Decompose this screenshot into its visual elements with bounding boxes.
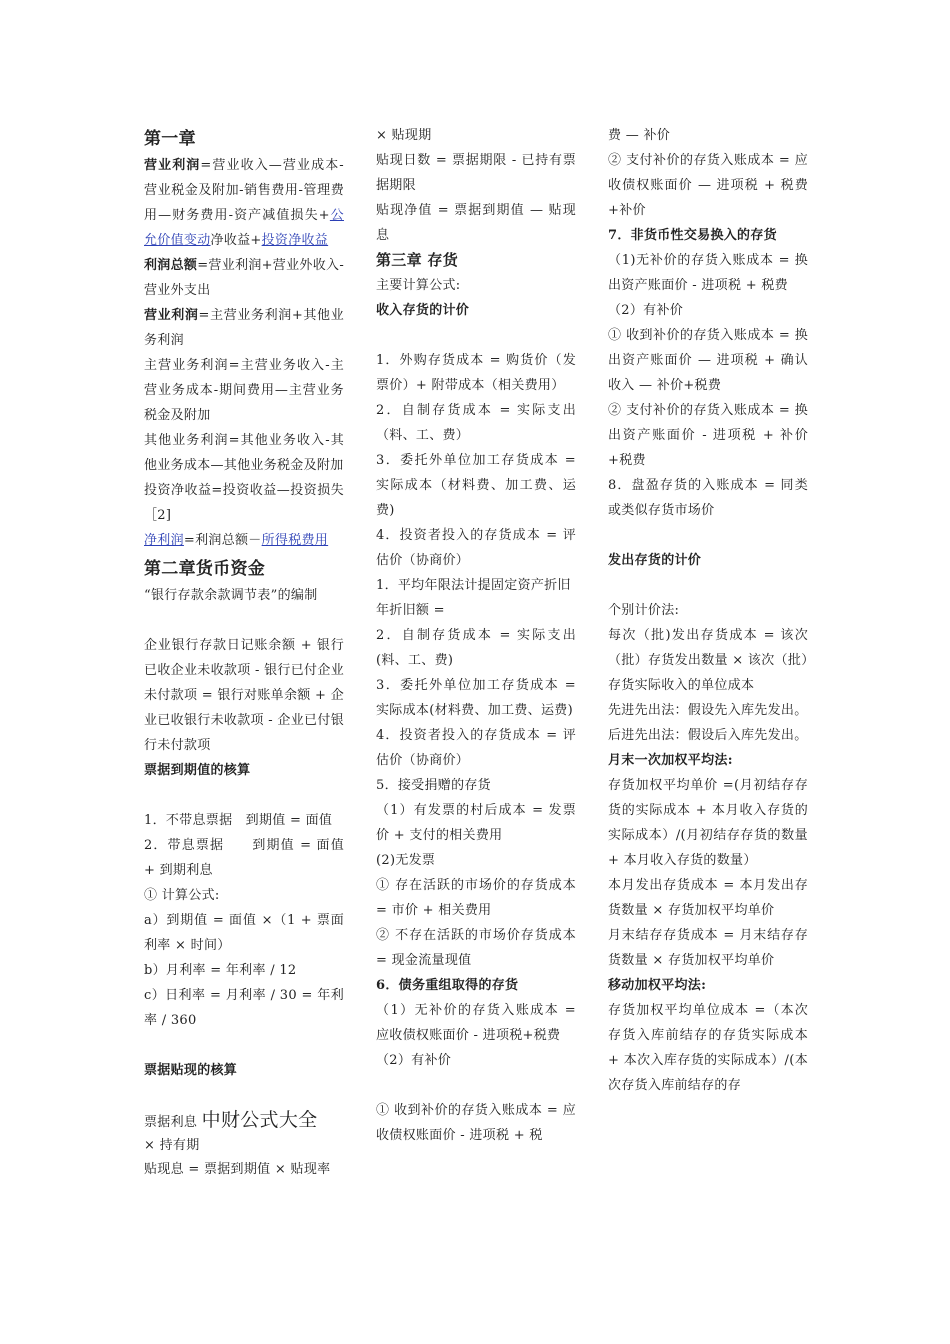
formula-text: =利润总额－ [183, 533, 262, 548]
column-2 [376, 123, 576, 1148]
non-monetary-heading: 7．非货币性交易换入的存货 [608, 228, 777, 243]
spacer [376, 1073, 576, 1098]
discount-heading: 票据贴现的核算 [144, 1063, 238, 1078]
issue-inventory-heading: 发出存货的计价 [608, 553, 702, 568]
reconciliation-title: “银行存款余款调节表”的编制 [144, 588, 318, 603]
outsourced-inventory-formula-2: 3．委托外单位加工存货成本 = 实际成本(材料费、加工费、运费) [376, 678, 576, 718]
annual-depreciation: 年折旧额 = [376, 603, 445, 618]
fee-minus-boot: 费 — 补价 [608, 128, 671, 143]
discount-days-formula: 贴现日数 = 票据期限 - 已持有票据期限 [376, 153, 576, 193]
monthly-issue-cost-formula: 本月发出存货成本 = 本月发出存货数量 × 存货加权平均单价 [608, 878, 808, 918]
column-3 [608, 123, 808, 1098]
chapter-2-heading: 第二章货币资金 [144, 559, 266, 579]
discount-net-formula: 贴现净值 = 票据到期值 — 贴现息 [376, 203, 576, 243]
formula-text: =主营业务利润+其他业务利润 [144, 308, 344, 348]
straight-line-depreciation: 1．平均年限法计提固定资产折旧 [376, 578, 571, 593]
debt-restructuring-heading: 6．债务重组取得的存货 [376, 978, 519, 993]
debt-pay-boot-formula: ② 支付补价的存货入账成本 = 应收债权账面价 — 进项税 + 税费+补价 [608, 153, 808, 218]
investor-inventory-formula: 4．投资者投入的存货成本 = 评估价（协商价） [376, 528, 576, 568]
investor-inventory-formula-2: 4．投资者投入的存货成本 = 评估价（协商价） [376, 728, 576, 768]
column-1 [144, 123, 344, 1182]
debt-receive-boot-formula: ① 收到补价的存货入账成本 = 应收债权账面价 - 进项税 + 税 [376, 1103, 576, 1143]
outsourced-inventory-formula: 3．委托外单位加工存货成本 = 实际成本（材料费、加工费、运费) [376, 453, 576, 518]
term-operating-profit: 营业利润 [144, 158, 201, 173]
investment-net-income-formula: 投资净收益=投资收益—投资损失［2] [144, 483, 344, 523]
operating-profit-formula-2 [144, 303, 344, 353]
spacer [144, 1083, 344, 1108]
donated-inventory: 5．接受捐赠的存货 [376, 778, 491, 793]
spacer [144, 1033, 344, 1058]
calc-formula-label: ① 计算公式: [144, 888, 220, 903]
self-made-inventory-formula-2: 2．自制存货成本 = 实际支出(料、工、费) [376, 628, 576, 668]
specific-identification-formula: 每次（批)发出存货成本 = 该次（批）存货发出数量 × 该次（批）存货实际收入的单位成本 [608, 628, 808, 693]
nonmon-with-boot: （2）有补价 [608, 303, 684, 318]
due-value-heading: 票据到期值的核算 [144, 763, 251, 778]
nonmon-pay-boot-formula: ② 支付补价的存货入账成本 = 换出资产账面价 - 进项税 + 补价+税费 [608, 403, 808, 468]
net-profit-formula [144, 528, 344, 553]
net-profit-link[interactable]: 净利润 [144, 533, 184, 548]
fair-value-change-link[interactable]: 公允价值变动 [144, 208, 344, 248]
monthly-rate-formula: b）月利率 = 年利率 / 12 [144, 963, 297, 978]
debt-with-boot: （2）有补价 [376, 1053, 452, 1068]
total-profit-formula [144, 253, 344, 303]
spacer [608, 573, 808, 598]
debt-no-boot-formula: （1）无补价的存货入账成本 = 应收债权账面价 - 进项税+税费 [376, 1003, 576, 1043]
income-tax-expense-link[interactable]: 所得税费用 [261, 533, 329, 548]
due-value-formula: a）到期值 = 面值 ×（1 + 票面利率 × 时间） [144, 913, 344, 953]
other-business-profit-formula: 其他业务利润=其他业务收入-其他业务成本—其他业务税金及附加 [144, 433, 344, 473]
moving-weighted-formula: 存货加权平均单位成本 =（本次存货入库前结存的存货实际成本 + 本次入库存货的实际成本）/(本次存货入库前结存的存 [608, 1003, 808, 1093]
purchased-inventory-formula: 1．外购存货成本 = 购货价（发票价）+ 附带成本（相关费用） [376, 353, 576, 393]
spacer [608, 523, 808, 548]
fifo-method: 先进先出法：假设先入库先发出。 [608, 703, 808, 718]
term-total-profit: 利润总额 [144, 258, 198, 273]
income-inventory-heading: 收入存货的计价 [376, 303, 470, 318]
holding-period-line: × 持有期 [144, 1138, 200, 1153]
daily-rate-formula: c）日利率 = 月利率 / 30 = 年利率 / 360 [144, 988, 344, 1028]
lifo-method: 后进先出法：假设后入库先发出。 [608, 728, 808, 743]
interest-note: 2．带息票据 到期值 = 面值 + 到期利息 [144, 838, 344, 878]
chapter-1-heading: 第一章 [144, 129, 196, 149]
inventory-surplus-formula: 8．盘盈存货的入账成本 = 同类或类似存货市场价 [608, 478, 808, 518]
spacer [144, 783, 344, 808]
investment-net-income-link[interactable]: 投资净收益 [261, 233, 329, 248]
main-formulas-label: 主要计算公式: [376, 278, 461, 293]
nonmon-receive-boot-formula: ① 收到补价的存货入账成本 = 换出资产账面价 — 进项税 + 确认收入 — 补价+税费 [608, 328, 808, 393]
with-invoice-formula: （1）有发票的村后成本 = 发票价 + 支付的相关费用 [376, 803, 576, 843]
operating-profit-formula [144, 153, 344, 253]
specific-identification-label: 个别计价法: [608, 603, 680, 618]
chapter-3-heading: 第三章 存货 [376, 251, 459, 269]
self-made-inventory-formula: 2．自制存货成本 = 实际支出（料、工、费） [376, 403, 576, 443]
watermark-title: 中财公式大全 [201, 1109, 318, 1131]
month-end-cost-formula: 月末结存存货成本 = 月末结存存货数量 × 存货加权平均单价 [608, 928, 808, 968]
monthly-weighted-heading: 月末一次加权平均法: [608, 753, 733, 768]
note-interest-line [144, 1108, 344, 1135]
main-business-profit-formula: 主营业务利润=主营业务收入-主营业务成本-期间费用—主营业务税金及附加 [144, 358, 344, 423]
discount-period-line: × 贴现期 [376, 128, 432, 143]
moving-weighted-heading: 移动加权平均法: [608, 978, 707, 993]
formula-text: 净收益+ [210, 233, 262, 248]
active-market-formula: ① 存在活跃的市场价的存货成本 = 市价 + 相关费用 [376, 878, 576, 918]
discount-interest-formula: 贴现息 = 票据到期值 × 贴现率 [144, 1162, 331, 1177]
without-invoice: (2)无发票 [376, 853, 436, 868]
term-operating-profit: 营业利润 [144, 308, 199, 323]
spacer [144, 608, 344, 633]
no-active-market-formula: ② 不存在活跃的市场价存货成本 = 现金流量现值 [376, 928, 576, 968]
spacer [376, 323, 576, 348]
formula-text: =营业收入—营业成本-营业税金及附加-销售费用-管理费用—财务费用-资产减值损失+ [144, 158, 344, 223]
reconciliation-formula: 企业银行存款日记账余额 + 银行已收企业未收款项 - 银行已付企业未付款项 = 银行对账单余额 + 企业已收银行未收款项 - 企业已付银行未付款项 [144, 638, 344, 753]
weighted-unit-price-formula: 存货加权平均单价 =(月初结存存货的实际成本 + 本月收入存货的实际成本）/(月初结存存货的数量 + 本月收入存货的数量） [608, 778, 808, 868]
non-interest-note: 1．不带息票据 到期值 = 面值 [144, 813, 333, 828]
formula-text: =营业利润+营业外收入-营业外支出 [144, 258, 345, 298]
note-interest-label: 票据利息 [144, 1115, 202, 1130]
nonmon-no-boot-formula: （1)无补价的存货入账成本 = 换出资产账面价 - 进项税 + 税费 [608, 253, 808, 293]
